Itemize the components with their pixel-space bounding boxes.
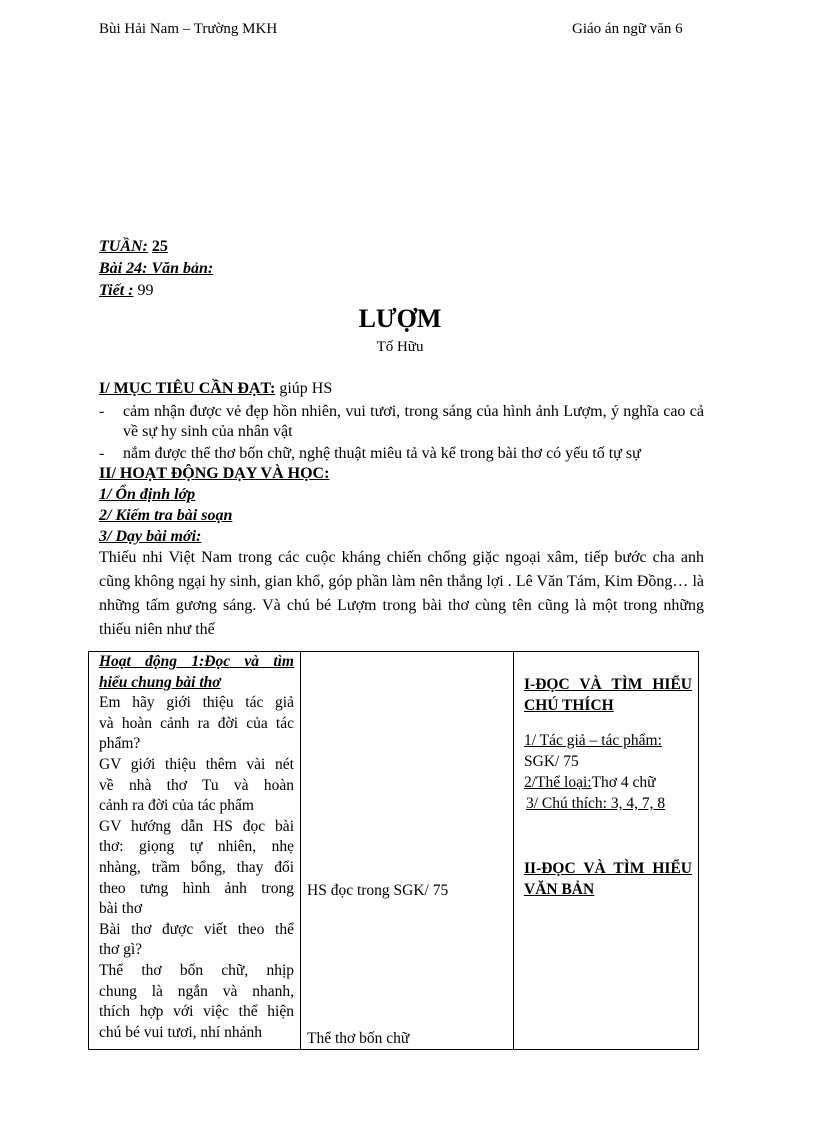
step-3: 3/ Dạy bài mới: bbox=[99, 528, 202, 545]
section-2-heading: VĂN BẢN bbox=[524, 881, 595, 898]
objectives-heading-suffix: giúp HS bbox=[275, 380, 333, 397]
period-label: Tiết : bbox=[99, 282, 134, 299]
section-1-heading: I-ĐỌC VÀ TÌM HIỂU bbox=[524, 676, 692, 693]
period-line bbox=[99, 282, 154, 300]
activity-line: Bài thơ được viết theo thể bbox=[99, 920, 294, 938]
objectives-heading: I/ MỤC TIÊU CẦN ĐẠT: bbox=[99, 380, 276, 397]
activity-line: Em hãy giới thiệu tác giả bbox=[99, 694, 294, 712]
week-line bbox=[99, 238, 168, 256]
activity-line: GV giới thiệu thêm vài nét bbox=[99, 755, 294, 773]
activity-line: thơ: giọng tự nhiên, nhẹ bbox=[99, 838, 294, 856]
period-value: 99 bbox=[137, 282, 154, 299]
notes-line: 3/ Chú thích: 3, 4, 7, 8 bbox=[526, 795, 666, 812]
read-note: HS đọc trong SGK/ 75 bbox=[307, 882, 449, 899]
activity-line: thích hợp với việc thể hiện bbox=[99, 1003, 294, 1021]
activity-line: chung là ngắn và nhanh, bbox=[99, 982, 294, 1000]
activity-line: phẩm? bbox=[99, 735, 141, 753]
student-activity-cell bbox=[301, 652, 514, 1050]
section-2-heading: II-ĐỌC VÀ TÌM HIỂU bbox=[524, 860, 692, 877]
activities-heading: II/ HOẠT ĐỘNG DẠY VÀ HỌC: bbox=[99, 465, 330, 482]
activity-line: GV hướng dẫn HS đọc bài bbox=[99, 817, 294, 835]
header-left: Bùi Hải Nam – Trường MKH bbox=[99, 21, 278, 37]
activity-heading: hiểu chung bài thơ bbox=[99, 673, 221, 691]
activity-line: và hoàn cảnh ra đời của tác bbox=[99, 714, 294, 732]
author: Tố Hữu bbox=[376, 339, 424, 355]
page-title: LƯỢM bbox=[358, 304, 442, 333]
activity-line: theo tưng hình ảnh trong bbox=[99, 879, 294, 897]
form-note: Thể thơ bốn chữ bbox=[307, 1030, 410, 1047]
activity-line: nhàng, trầm bổng, thay đổi bbox=[99, 858, 294, 876]
objective-item: - nắm được thể thơ bốn chữ, nghệ thuật miêu tả và kể trong bài thơ có yếu tố tự sự bbox=[99, 445, 641, 462]
teacher-activity-cell bbox=[89, 652, 301, 1050]
section-1-heading: CHÚ THÍCH bbox=[524, 697, 614, 714]
step-1: 1/ Ổn định lớp bbox=[99, 486, 196, 503]
activity-line: cảnh ra đời của tác phẩm bbox=[99, 797, 254, 815]
author-value: SGK/ 75 bbox=[524, 753, 579, 770]
week-value: 25 bbox=[151, 238, 168, 255]
lesson-table bbox=[88, 651, 699, 1050]
step-2: 2/ Kiểm tra bài soạn bbox=[99, 507, 233, 524]
activity-line: về nhà thơ Tu và hoàn bbox=[99, 776, 294, 794]
activity-lines bbox=[99, 693, 294, 1043]
lesson-label: Bài 24: Văn bản: bbox=[99, 260, 214, 277]
objectives-heading-line bbox=[99, 380, 332, 398]
activity-heading: Hoạt động 1:Đọc và tìm bbox=[99, 653, 294, 670]
content-cell bbox=[514, 652, 699, 1050]
activity-line: Thể thơ bốn chữ, nhịp bbox=[99, 961, 294, 979]
activity-line: thơ gì? bbox=[99, 941, 143, 959]
week-label: TUẦN: bbox=[99, 238, 148, 255]
genre-line: 2/Thể loại:Thơ 4 chữ bbox=[524, 774, 656, 791]
activity-line: bài thơ bbox=[99, 900, 143, 918]
header-right: Giáo án ngữ văn 6 bbox=[572, 21, 683, 37]
intro-paragraph: Thiếu nhi Việt Nam trong các cuộc kháng chiến chống giặc ngoại xâm, tiếp bước cha anh cũng không ngại hy sinh, gian khổ, góp phần làm nên thắng lợi . Lê Văn Tám, Kim Đồng… là những tấm gương sáng. Và chú bé Lượm trong bài thơ cùng tên cũng là một trong những thiếu niên như thế bbox=[99, 549, 704, 638]
author-label: 1/ Tác giả – tác phẩm: bbox=[524, 732, 662, 749]
activity-line: chú bé vui tươi, nhí nhảnh bbox=[99, 1023, 262, 1041]
objective-item: - cảm nhận được vẻ đẹp hồn nhiên, vui tươi, trong sáng của hình ảnh Lượm, ý nghĩa cao cả về sự hy sinh của nhân vật bbox=[99, 403, 704, 440]
